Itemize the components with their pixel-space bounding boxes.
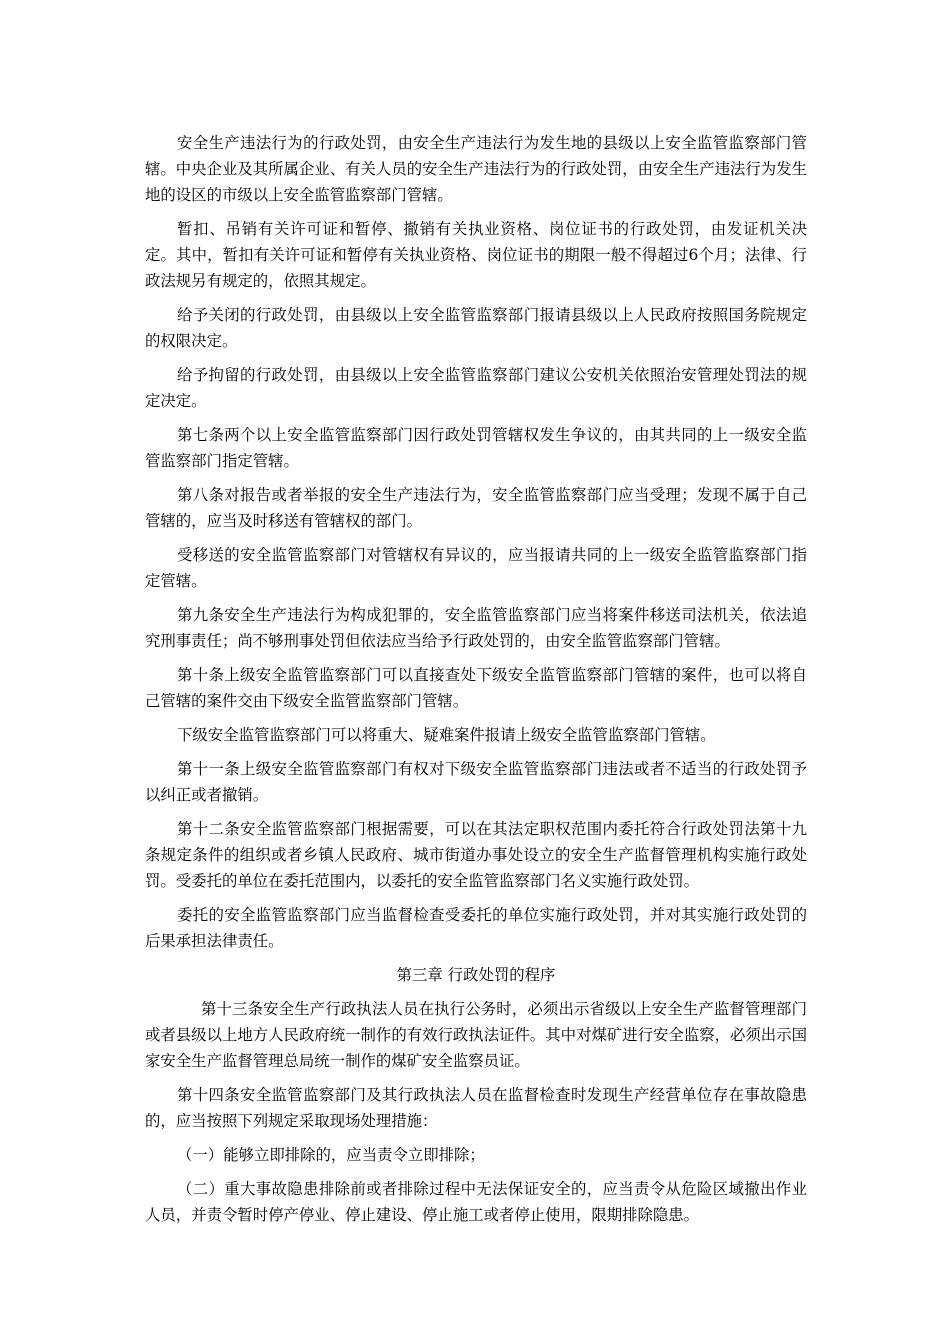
paragraph-entrustment-liability: 委托的安全监管监察部门应当监督检查受委托的单位实施行政处罚，并对其实施行政处罚的后果承担法律责任。 [145,906,807,950]
paragraph-article-13: 第十三条安全生产行政执法人员在执行公务时，必须出示省级以上安全生产监督管理部门或者县级以上地方人民政府统一制作的有效行政执法证件。其中对煤矿进行安全监察，必须出示国家安全生产监督管理总局统一制作的煤矿安全监察员证。 [145,1000,807,1070]
document-body [145,130,807,1236]
paragraph-item-2: （二）重大事故隐患排除前或者排除过程中无法保证安全的，应当责令从危险区域撤出作业人员，并责令暂时停产停业、停止建设、停止施工或者停止使用，限期排除隐患。 [145,1180,807,1224]
paragraph-article-14: 第十四条安全监管监察部门及其行政执法人员在监督检查时发现生产经营单位存在事故隐患的，应当按照下列规定采取现场处理措施： [145,1086,807,1130]
paragraph-jurisdiction: 安全生产违法行为的行政处罚，由安全生产违法行为发生地的县级以上安全监管监察部门管辖。中央企业及其所属企业、有关人员的安全生产违法行为的行政处罚，由安全生产违法行为发生地的设区的市级以上安全监管监察部门管辖。 [145,134,807,204]
paragraph-major-cases: 下级安全监管监察部门可以将重大、疑难案件报请上级安全监管监察部门管辖。 [177,726,716,744]
paragraph-detention: 给予拘留的行政处罚，由县级以上安全监管监察部门建议公安机关依照治安管理处罚法的规定决定。 [145,366,807,410]
paragraph-closure: 给予关闭的行政处罚，由县级以上安全监管监察部门报请县级以上人民政府按照国务院规定的权限决定。 [145,306,807,350]
paragraph-item-1: （一）能够立即排除的，应当责令立即排除； [177,1146,485,1164]
paragraph-article-11: 第十一条上级安全监管监察部门有权对下级安全监管监察部门违法或者不适当的行政处罚予以纠正或者撤销。 [145,760,807,804]
paragraph-article-10: 第十条上级安全监管监察部门可以直接查处下级安全监管监察部门管辖的案件，也可以将自己管辖的案件交由下级安全监管监察部门管辖。 [145,666,807,710]
paragraph-license-suspension: 暂扣、吊销有关许可证和暂停、撤销有关执业资格、岗位证书的行政处罚，由发证机关决定。其中，暂扣有关许可证和暂停有关执业资格、岗位证书的期限一般不得超过6个月；法律、行政法规另有规定的，依照其规定。 [145,220,807,290]
chapter-heading: 第三章 行政处罚的程序 [396,966,556,984]
paragraph-article-8: 第八条对报告或者举报的安全生产违法行为，安全监管监察部门应当受理；发现不属于自己管辖的，应当及时移送有管辖权的部门。 [145,486,807,530]
paragraph-article-12: 第十二条安全监管监察部门根据需要，可以在其法定职权范围内委托符合行政处罚法第十九条规定条件的组织或者乡镇人民政府、城市街道办事处设立的安全生产监督管理机构实施行政处罚。受委托的单位在委托范围内，以委托的安全监管监察部门名义实施行政处罚。 [145,820,807,890]
paragraph-article-7: 第七条两个以上安全监管监察部门因行政处罚管辖权发生争议的，由其共同的上一级安全监管监察部门指定管辖。 [145,426,807,470]
paragraph-transfer-objection: 受移送的安全监管监察部门对管辖权有异议的，应当报请共同的上一级安全监管监察部门指定管辖。 [145,546,807,590]
paragraph-article-9: 第九条安全生产违法行为构成犯罪的，安全监管监察部门应当将案件移送司法机关，依法追究刑事责任；尚不够刑事处罚但依法应当给予行政处罚的，由安全监管监察部门管辖。 [145,606,807,650]
